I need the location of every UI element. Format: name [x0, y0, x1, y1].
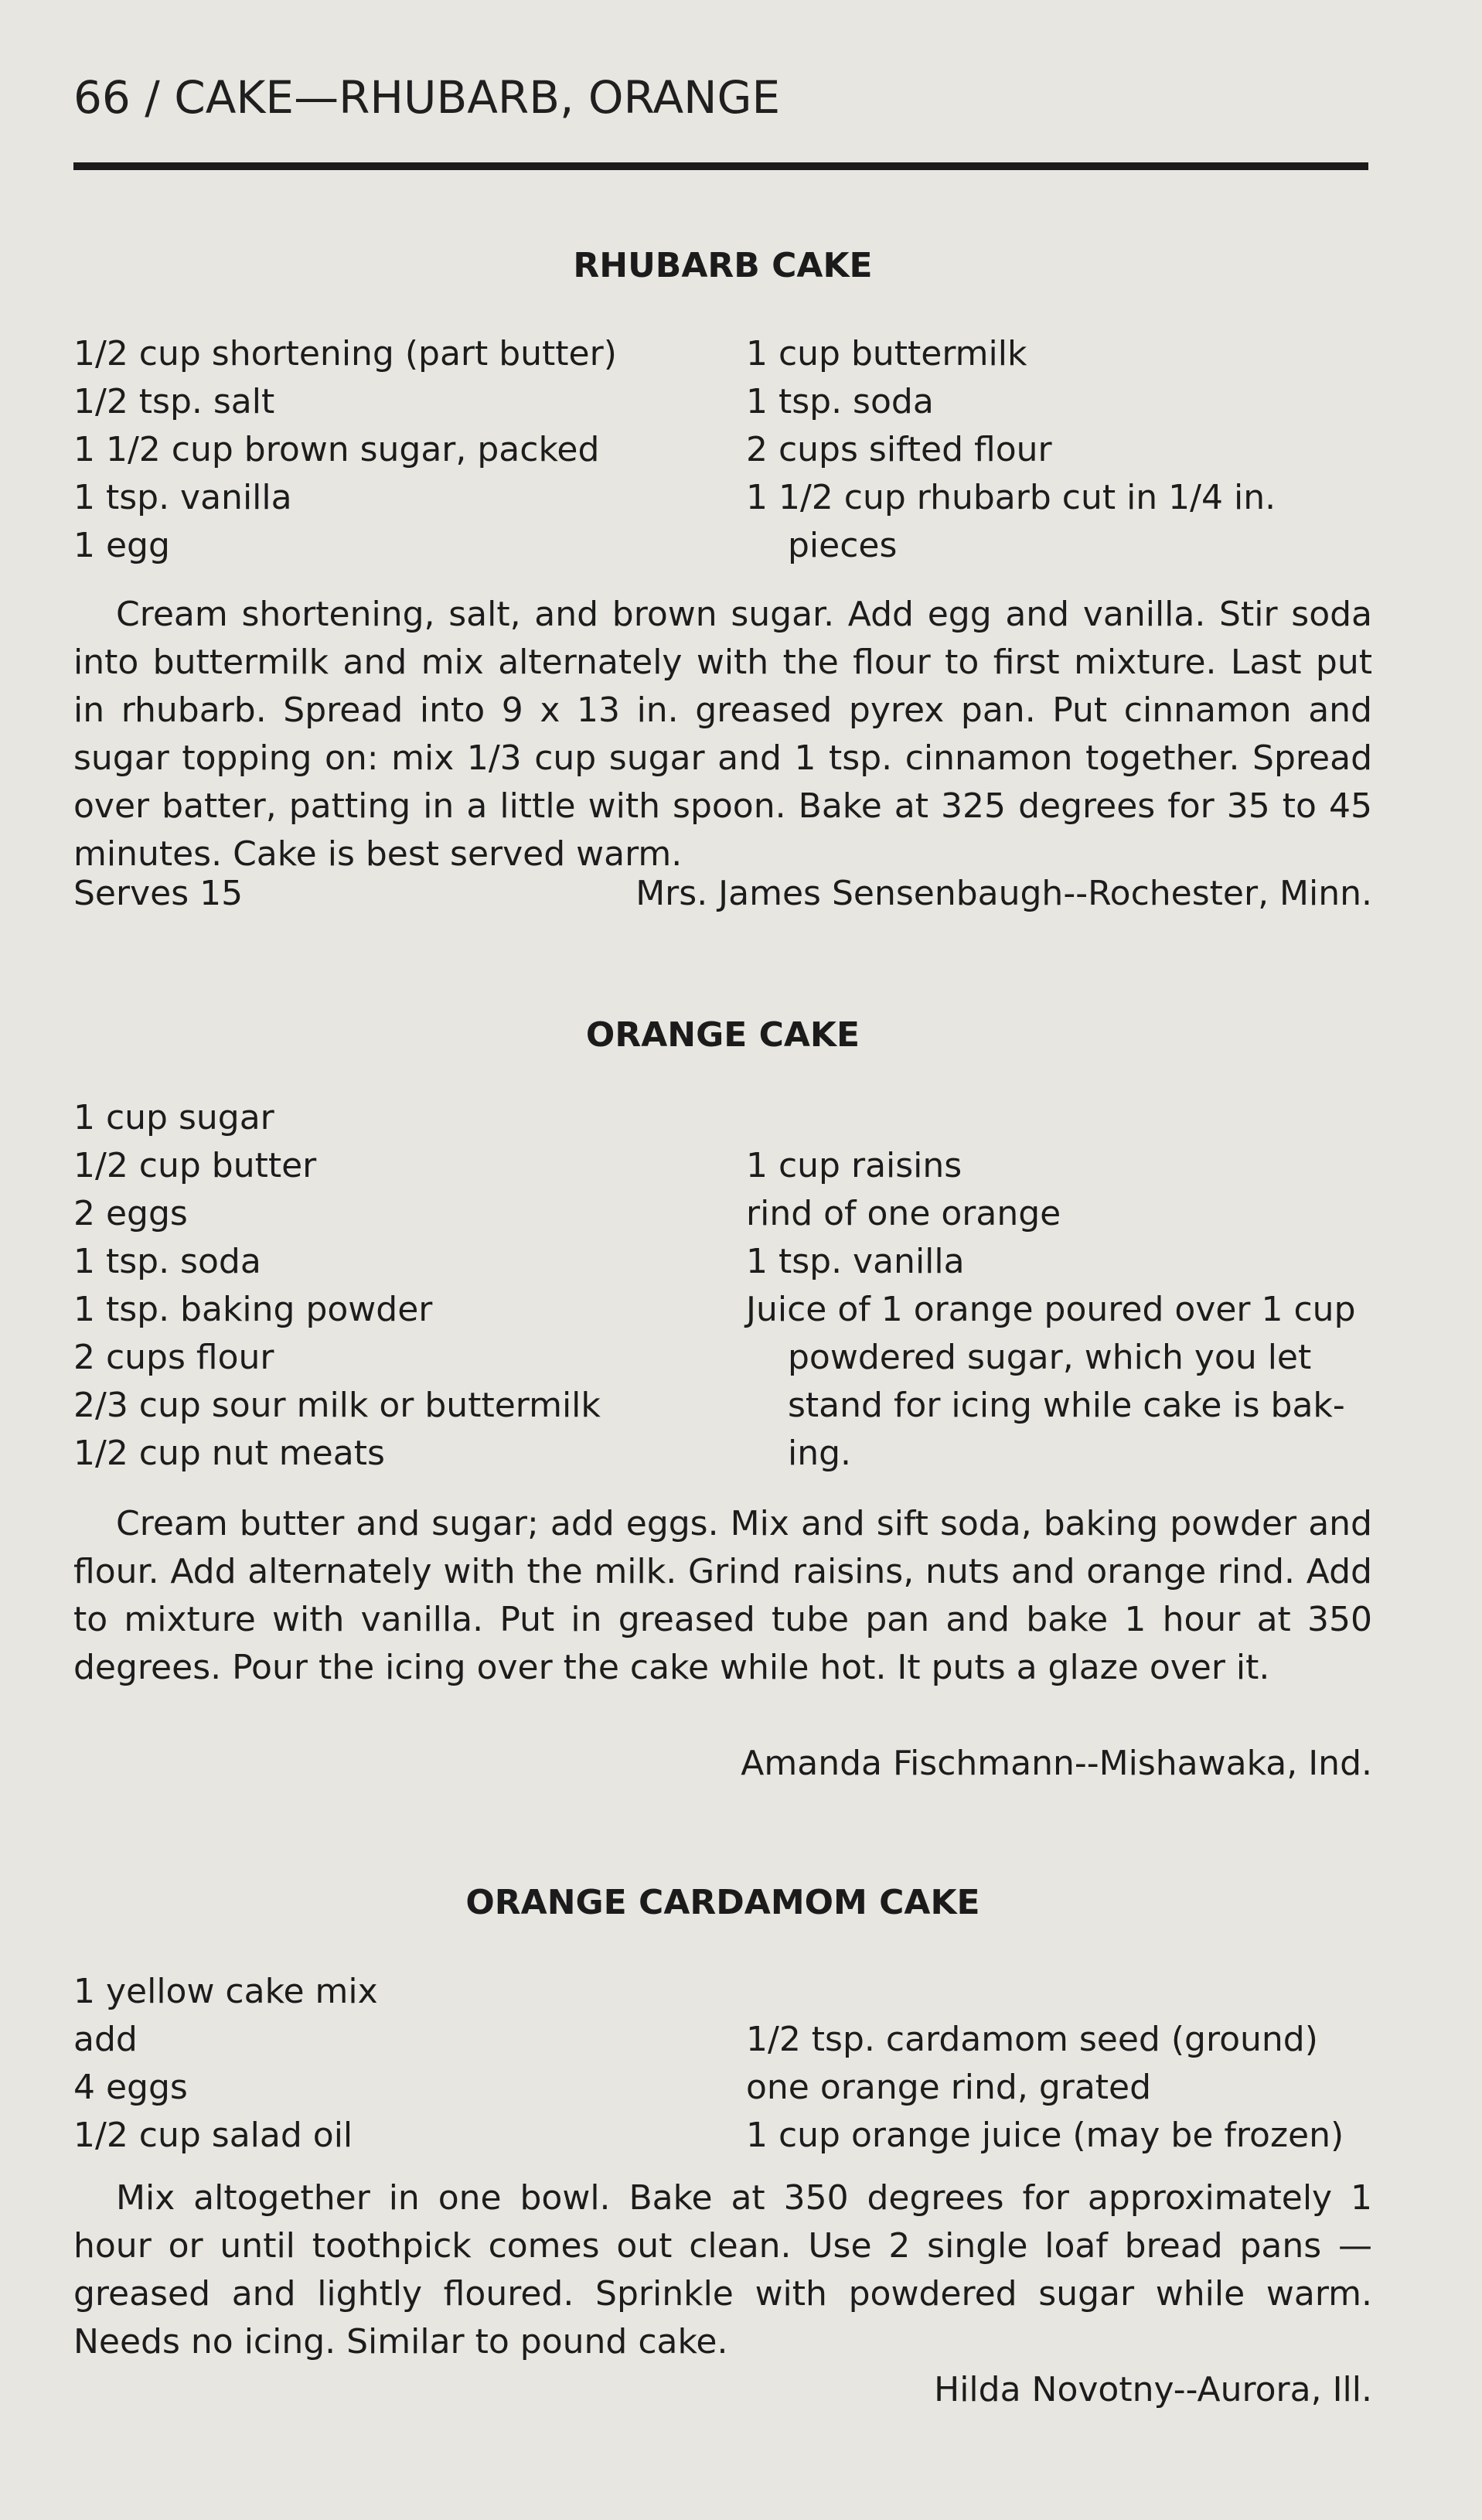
- ingredient: 1 1/2 cup rhubarb cut in 1/4 in.: [746, 478, 1276, 517]
- ingredient: 1 cup buttermilk: [746, 334, 1027, 373]
- ingredient: one orange rind, grated: [746, 2068, 1152, 2107]
- directions-rhubarb-cake: [73, 591, 1372, 878]
- ingredients-right-rhubarb-cake: [746, 330, 1372, 570]
- contributor-text: Amanda Fischmann--Mishawaka, Ind.: [741, 1744, 1372, 1783]
- ingredient: 2 cups sifted flour: [746, 430, 1052, 469]
- ingredient: 1 1/2 cup brown sugar, packed: [73, 430, 600, 469]
- ingredient: 4 eggs: [73, 2068, 188, 2107]
- directions-orange-cake: [73, 1500, 1372, 1692]
- page-header: 66 / CAKE—RHUBARB, ORANGE: [73, 71, 781, 124]
- directions-text: Cream shortening, salt, and brown sugar. Add egg and vanilla. Stir soda into buttermilk and mix alternately with the flour to first mixture. Last put in rhubarb. Spread into 9 x 13 in. greased pyrex pan. Put cinnamon and sugar topping on: mix 1/3 cup sugar and 1 tsp. cinnamon together. Spread over batter, patting in a little with spoon. Bake at 325 degrees for 35 to 45 minutes. Cake is best served warm.: [73, 595, 1372, 874]
- ingredient: 1 tsp. vanilla: [73, 478, 292, 517]
- ingredients-left-orange-cardamom-cake: [73, 1968, 723, 2160]
- ingredient: 2 eggs: [73, 1194, 188, 1233]
- serves-text: Serves 15: [73, 874, 244, 913]
- ingredient: 1 tsp. baking powder: [73, 1290, 433, 1329]
- ingredient-continuation: stand for icing while cake is bak-: [788, 1386, 1345, 1425]
- ingredient: 1/2 tsp. salt: [73, 382, 275, 421]
- directions-text: Cream butter and sugar; add eggs. Mix and sift soda, baking powder and flour. Add alternately with the milk. Grind raisins, nuts and orange rind. Add to mixture with vanilla. Put in greased tube pan and bake 1 hour at 350 degrees. Pour the icing over the cake while hot. It puts a glaze over it.: [73, 1504, 1372, 1687]
- ingredient: add: [73, 2020, 138, 2059]
- ingredient: rind of one orange: [746, 1194, 1061, 1233]
- ingredient-continuation: pieces: [788, 526, 898, 565]
- cookbook-page: [73, 0, 1372, 2520]
- ingredient: 1/2 cup butter: [73, 1146, 317, 1185]
- ingredient: 1 tsp. soda: [73, 1242, 261, 1281]
- ingredient: 1 cup sugar: [73, 1098, 274, 1137]
- recipe-title-orange-cake: ORANGE CAKE: [585, 1015, 860, 1055]
- header-rule: [73, 162, 1368, 170]
- ingredient: Juice of 1 orange poured over 1 cup: [746, 1290, 1356, 1329]
- ingredients-left-rhubarb-cake: [73, 330, 723, 570]
- recipe-title-orange-cardamom-cake: ORANGE CARDAMOM CAKE: [465, 1883, 980, 1922]
- ingredient: 1 yellow cake mix: [73, 1972, 378, 2011]
- ingredients-left-orange-cake: [73, 1094, 723, 1478]
- ingredient-continuation: ing.: [788, 1434, 852, 1473]
- contributor-text: Mrs. James Sensenbaugh--Rochester, Minn.: [635, 874, 1372, 913]
- ingredients-right-orange-cake: [746, 1142, 1372, 1478]
- ingredient: 1/2 cup nut meats: [73, 1434, 385, 1473]
- ingredients-right-orange-cardamom-cake: [746, 2016, 1372, 2160]
- ingredient: 1 cup orange juice (may be frozen): [746, 2116, 1344, 2155]
- ingredient: 1 tsp. vanilla: [746, 1242, 965, 1281]
- recipe-title-rhubarb-cake: RHUBARB CAKE: [573, 246, 873, 285]
- ingredient: 1/2 cup shortening (part butter): [73, 334, 617, 373]
- directions-orange-cardamom-cake: [73, 2174, 1372, 2366]
- ingredient: 1/2 cup salad oil: [73, 2116, 353, 2155]
- ingredient: 1 egg: [73, 526, 170, 565]
- directions-text: Mix altogether in one bowl. Bake at 350 degrees for approximately 1 hour or until toothpick comes out clean. Use 2 single loaf bread pans — greased and lightly floured. Sprinkle with powdered sugar while warm. Needs no icing. Similar to pound cake.: [73, 2178, 1372, 2361]
- ingredient: 1 cup raisins: [746, 1146, 962, 1185]
- contributor-text: Hilda Novotny--Aurora, Ill.: [934, 2370, 1372, 2409]
- ingredient: 2 cups flour: [73, 1338, 274, 1377]
- ingredient: 1 tsp. soda: [746, 382, 934, 421]
- ingredient: 1/2 tsp. cardamom seed (ground): [746, 2020, 1318, 2059]
- ingredient-continuation: powdered sugar, which you let: [788, 1338, 1312, 1377]
- ingredient: 2/3 cup sour milk or buttermilk: [73, 1386, 601, 1425]
